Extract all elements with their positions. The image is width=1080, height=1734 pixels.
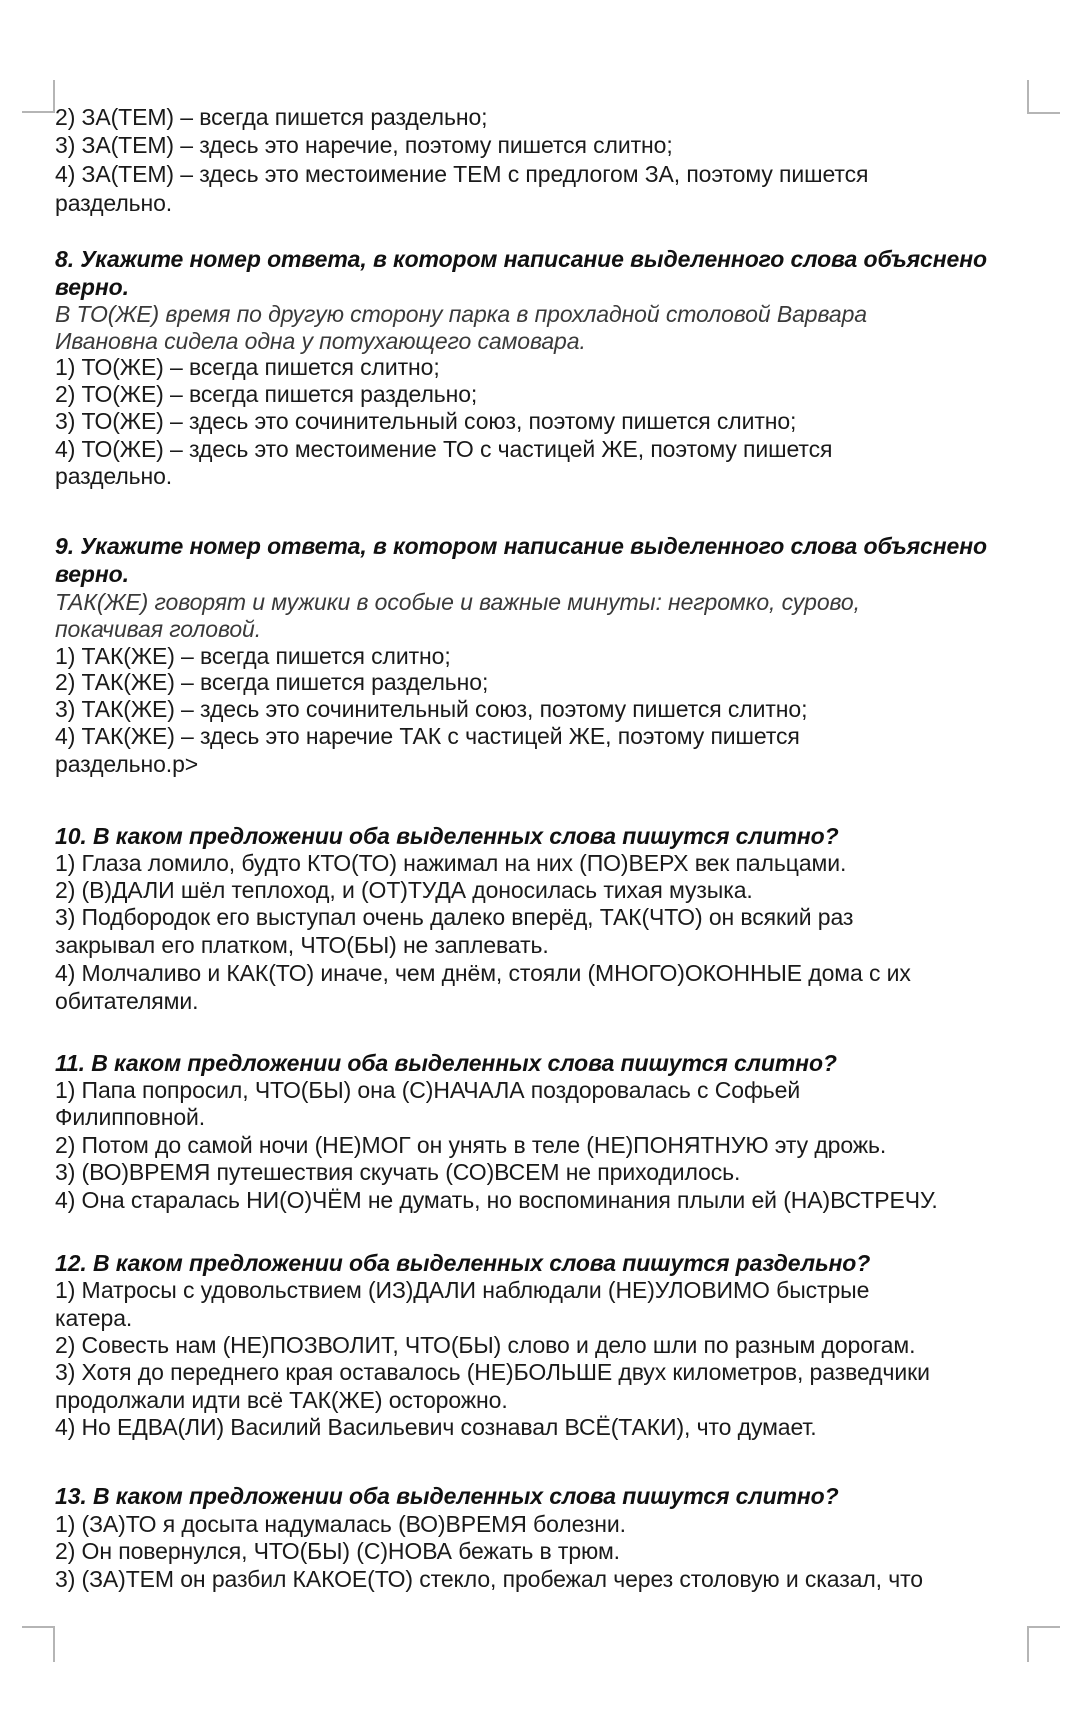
answer-option-line: 2) Потом до самой ночи (НЕ)МОГ он унять в теле (НЕ)ПОНЯТНУЮ эту дрожь. <box>55 1132 887 1158</box>
question-heading-line: 11. В каком предложении оба выделенных слова пишутся слитно? <box>55 1050 837 1076</box>
answer-option-line: 1) Папа попросил, ЧТО(БЫ) она (С)НАЧАЛА поздоровалась с Софьей <box>55 1077 801 1103</box>
answer-option-line: раздельно. <box>55 190 173 216</box>
margin-corner-top-left <box>22 80 55 113</box>
answer-option-line: раздельно.p> <box>55 751 199 777</box>
answer-option-line: 1) (ЗА)ТО я досыта надумалась (ВО)ВРЕМЯ болезни. <box>55 1511 626 1537</box>
answer-option-line: 2) Он повернулся, ЧТО(БЫ) (С)НОВА бежать в трюм. <box>55 1538 620 1564</box>
answer-option-line: закрывал его платком, ЧТО(БЫ) не заплевать. <box>55 932 549 958</box>
question-heading-line: верно. <box>55 274 129 300</box>
answer-option-line: 4) Но ЕДВА(ЛИ) Василий Васильевич сознавал ВСЁ(ТАКИ), что думает. <box>55 1414 817 1440</box>
answer-option-line: 3) ЗА(ТЕМ) – здесь это наречие, поэтому пишется слитно; <box>55 132 673 158</box>
answer-option-line: 2) ЗА(ТЕМ) – всегда пишется раздельно; <box>55 104 488 130</box>
answer-option-line: 2) ТО(ЖЕ) – всегда пишется раздельно; <box>55 381 478 407</box>
example-sentence-line: покачивая головой. <box>55 616 262 642</box>
answer-option-line: 4) Молчаливо и КАК(ТО) иначе, чем днём, стояли (МНОГО)ОКОННЫЕ дома с их <box>55 960 911 986</box>
answer-option-line: 1) Глаза ломило, будто КТО(ТО) нажимал на них (ПО)ВЕРХ век пальцами. <box>55 850 847 876</box>
answer-option-line: 1) ТАК(ЖЕ) – всегда пишется слитно; <box>55 643 451 669</box>
answer-option-line: 3) Хотя до переднего края оставалось (НЕ)БОЛЬШЕ двух километров, разведчики <box>55 1359 930 1385</box>
answer-option-line: обитателями. <box>55 988 199 1014</box>
answer-option-line: 4) Она старалась НИ(О)ЧЁМ не думать, но воспоминания плыли ей (НА)ВСТРЕЧУ. <box>55 1187 938 1213</box>
margin-corner-bottom-left <box>22 1626 55 1662</box>
example-sentence-line: Ивановна сидела одна у потухающего самовара. <box>55 328 586 354</box>
answer-option-line: 4) ТАК(ЖЕ) – здесь это наречие ТАК с частицей ЖЕ, поэтому пишется <box>55 723 800 749</box>
answer-option-line: катера. <box>55 1305 133 1331</box>
answer-option-line: 2) (В)ДАЛИ шёл теплоход, и (ОТ)ТУДА доносилась тихая музыка. <box>55 877 753 903</box>
question-heading-line: 8. Укажите номер ответа, в котором написание выделенного слова объяснено <box>55 246 987 272</box>
answer-option-line: 2) Совесть нам (НЕ)ПОЗВОЛИТ, ЧТО(БЫ) слово и дело шли по разным дорогам. <box>55 1332 916 1358</box>
answer-option-line: 4) ТО(ЖЕ) – здесь это местоимение ТО с частицей ЖЕ, поэтому пишется <box>55 436 833 462</box>
question-heading-line: верно. <box>55 561 129 587</box>
answer-option-line: 4) ЗА(ТЕМ) – здесь это местоимение ТЕМ с предлогом ЗА, поэтому пишется <box>55 161 869 187</box>
answer-option-line: 2) ТАК(ЖЕ) – всегда пишется раздельно; <box>55 669 489 695</box>
answer-option-line: 3) Подбородок его выступал очень далеко вперёд, ТАК(ЧТО) он всякий раз <box>55 904 854 930</box>
answer-option-line: 1) Матросы с удовольствием (ИЗ)ДАЛИ наблюдали (НЕ)УЛОВИМО быстрые <box>55 1277 870 1303</box>
margin-corner-top-right <box>1027 80 1060 114</box>
answer-option-line: 3) ТАК(ЖЕ) – здесь это сочинительный союз, поэтому пишется слитно; <box>55 696 808 722</box>
answer-option-line: продолжали идти всё ТАК(ЖЕ) осторожно. <box>55 1387 508 1413</box>
question-heading-line: 13. В каком предложении оба выделенных слова пишутся слитно? <box>55 1483 839 1509</box>
example-sentence-line: В ТО(ЖЕ) время по другую сторону парка в прохладной столовой Варвара <box>55 301 867 327</box>
example-sentence-line: ТАК(ЖЕ) говорят и мужики в особые и важные минуты: негромко, сурово, <box>55 589 860 615</box>
answer-option-line: 3) ТО(ЖЕ) – здесь это сочинительный союз, поэтому пишется слитно; <box>55 408 797 434</box>
answer-option-line: 1) ТО(ЖЕ) – всегда пишется слитно; <box>55 354 440 380</box>
answer-option-line: Филипповной. <box>55 1104 206 1130</box>
answer-option-line: 3) (ЗА)ТЕМ он разбил КАКОЕ(ТО) стекло, пробежал через столовую и сказал, что <box>55 1566 923 1592</box>
question-heading-line: 9. Укажите номер ответа, в котором написание выделенного слова объяснено <box>55 533 987 559</box>
question-heading-line: 12. В каком предложении оба выделенных слова пишутся раздельно? <box>55 1250 871 1276</box>
answer-option-line: 3) (ВО)ВРЕМЯ путешествия скучать (СО)ВСЕМ не приходилось. <box>55 1159 741 1185</box>
answer-option-line: раздельно. <box>55 463 173 489</box>
question-heading-line: 10. В каком предложении оба выделенных слова пишутся слитно? <box>55 823 839 849</box>
margin-corner-bottom-right <box>1027 1626 1060 1662</box>
